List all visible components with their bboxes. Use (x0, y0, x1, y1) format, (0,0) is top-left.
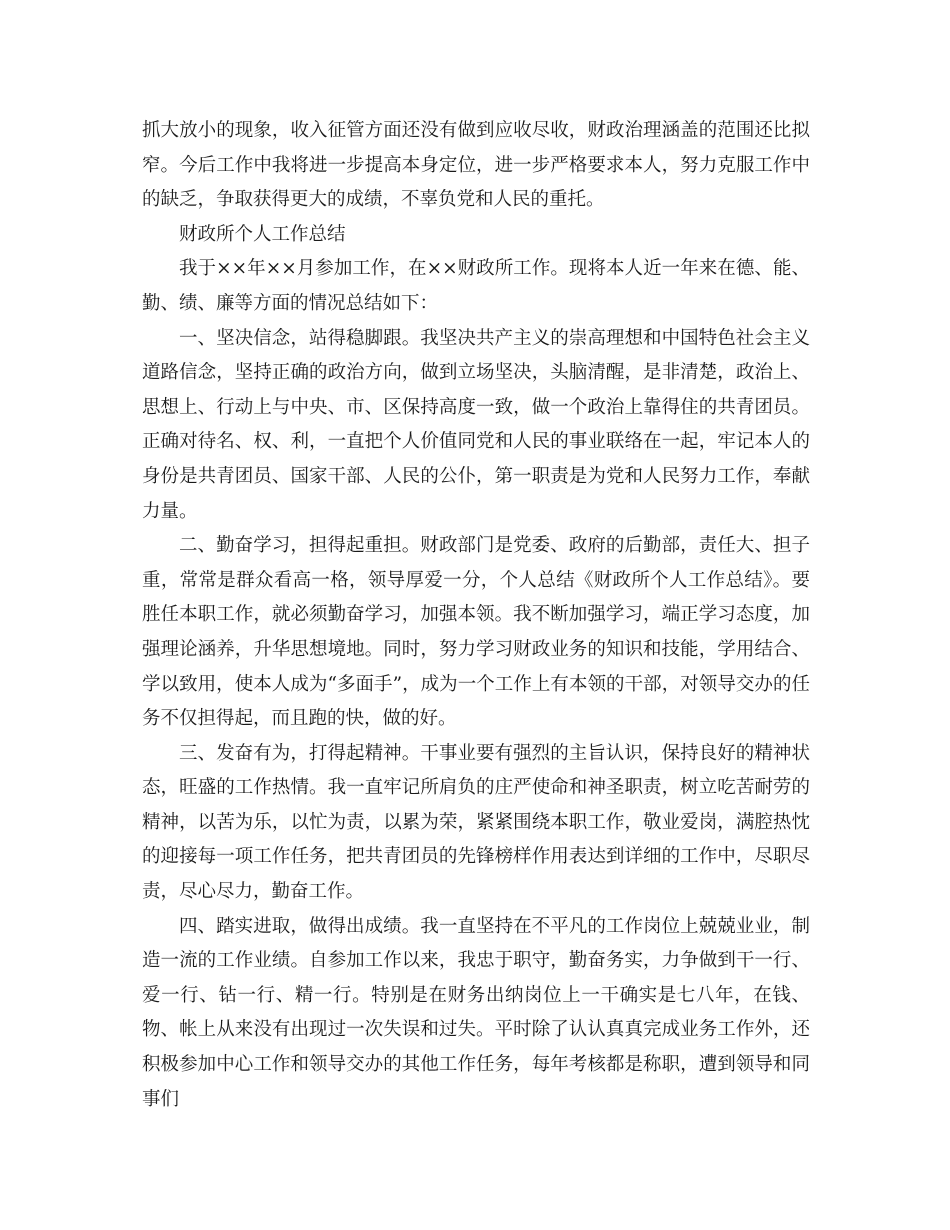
section-title: 财政所个人工作总结 (179, 223, 346, 245)
intro-paragraph: 抓大放小的现象，收入征管方面还没有做到应收尽收，财政治理涵盖的范围还比拟窄。今后工作中我将进一步提高本身定位，进一步严格要求本人，努力克服工作中的缺乏，争取获得更大的成绩，不辜负党和人民的重托。 (142, 120, 810, 211)
paragraph-study: 二、勤奋学习，担得起重担。财政部门是党委、政府的后勤部，责任大、担子重，常常是群众看高一格，领导厚爱一分，个人总结《财政所个人工作总结》。要胜任本职工作，就必须勤奋学习，加强本领。我不断加强学习，端正学习态度，加强理论涵养，升华思想境地。同时，努力学习财政业务的知识和技能，学用结合、学以致用，使本人成为“多面手”，成为一个工作上有本领的干部，对领导交办的任务不仅担得起，而且跑的快，做的好。 (142, 535, 810, 730)
paragraph-spirit: 三、发奋有为，打得起精神。干事业要有强烈的主旨认识，保持良好的精神状态，旺盛的工作热情。我一直牢记所肩负的庄严使命和神圣职责，树立吃苦耐劳的精神，以苦为乐，以忙为责，以累为荣，紧紧围绕本职工作，敬业爱岗，满腔热忱的迎接每一项工作任务，把共青团员的先锋榜样作用表达到详细的工作中，尽职尽责，尽心尽力，勤奋工作。 (142, 742, 810, 903)
paragraph-conviction: 一、坚决信念，站得稳脚跟。我坚决共产主义的崇高理想和中国特色社会主义道路信念，坚持正确的政治方向，做到立场坚决，头脑清醒，是非清楚，政治上、思想上、行动上与中央、市、区保持高度一致，做一个政治上靠得住的共青团员。正确对待名、权、利，一直把个人价值同党和人民的事业联络在一起，牢记本人的身份是共青团员、国家干部、人民的公仆，第一职责是为党和人民努力工作，奉献力量。 (142, 327, 810, 522)
document-body (142, 114, 810, 1117)
paragraph-overview: 我于××年××月参加工作，在××财政所工作。现将本人近一年来在德、能、勤、绩、廉等方面的情况总结如下： (142, 258, 810, 314)
paragraph-achievement: 四、踏实进取，做得出成绩。我一直坚持在不平凡的工作岗位上兢兢业业，制造一流的工作业绩。自参加工作以来，我忠于职守，勤奋务实，力争做到干一行、爱一行、钻一行、精一行。特别是在财务出纳岗位上一干确实是七八年，在钱、物、帐上从来没有出现过一次失误和过失。平时除了认认真真完成业务工作外，还积极参加中心工作和领导交办的其他工作任务，每年考核都是称职，遭到领导和同事们 (142, 915, 810, 1110)
